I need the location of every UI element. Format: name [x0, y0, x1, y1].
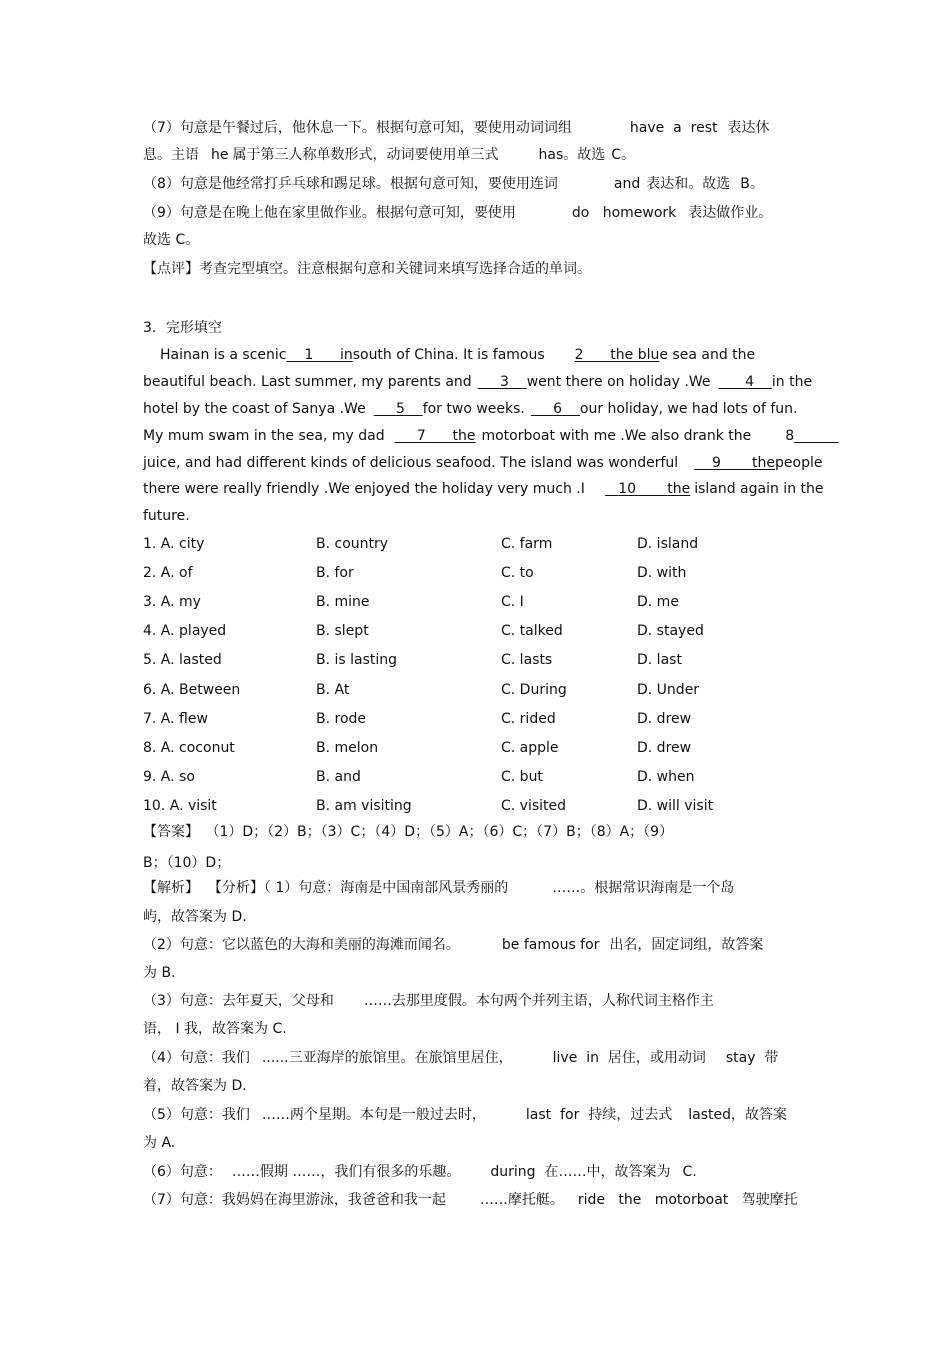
blank-number: 4	[745, 374, 755, 390]
blank-7	[395, 428, 476, 444]
text: ......三亚海岸的旅馆里。在旅馆里居住，	[261, 1050, 513, 1066]
option-q1-d: D. island	[637, 536, 699, 552]
analysis-line-6: 语， I 我，故答案为 C.	[143, 1021, 287, 1037]
option-q6-c: C. During	[501, 682, 567, 698]
option-q9-a: 9. A. so	[143, 769, 195, 785]
blank-number: 7	[416, 428, 426, 444]
option-q10-b: B. am visiting	[316, 798, 412, 814]
text: B。	[740, 176, 764, 192]
text: and	[613, 176, 641, 192]
text: the blu	[610, 347, 660, 363]
explain-line-9b: 故选 C。	[143, 232, 200, 248]
text: （2）句意：它以蓝色的大海和美丽的海滩而闻名。	[143, 937, 460, 953]
option-q10-a: 10. A. visit	[143, 798, 217, 814]
blank-number: 5	[395, 401, 405, 417]
blank-8-number: 8	[785, 428, 795, 444]
text: motorboat with me .We also drank the	[481, 428, 752, 444]
text: ……假期 ……，我们有很多的乐趣。	[231, 1164, 461, 1180]
text: have a rest	[629, 120, 718, 136]
text: 属于第三人称单数形式，动词要使用单三式	[232, 147, 499, 163]
option-q8-b: B. melon	[316, 740, 379, 756]
text: ride the motorboat 驾驶摩托	[577, 1192, 798, 1208]
text: ……。根据常识海南是一个岛	[552, 880, 735, 896]
passage-line-3	[143, 400, 797, 418]
section-title: 3．完形填空	[143, 320, 222, 336]
option-q8-d: D. drew	[637, 740, 692, 756]
option-q3-c: C. I	[501, 594, 524, 610]
blank-number: 9	[711, 455, 721, 471]
option-q5-c: C. lasts	[501, 652, 553, 668]
option-q10-d: D. will visit	[637, 798, 714, 814]
answer-line-2: B；（10）D；	[143, 855, 231, 871]
text: our holiday, we had lots of fun.	[579, 401, 798, 417]
option-q10-c: C. visited	[501, 798, 567, 814]
text: live in 居住，或用动词	[552, 1050, 706, 1066]
blank-6	[531, 401, 580, 417]
passage-line-6	[143, 480, 824, 498]
passage-line-2	[143, 373, 812, 391]
option-q1-b: B. country	[316, 536, 389, 552]
text: （6）句意：	[143, 1164, 222, 1180]
text: （7）句意是午餐过后，他休息一下。根据句意可知，要使用动词词组	[143, 120, 572, 136]
analysis-line-9	[143, 1106, 787, 1124]
text: do homework	[571, 205, 677, 221]
text: there were really friendly .We enjoyed the holiday very much .I	[143, 481, 585, 497]
blank-number: 2	[574, 347, 584, 363]
text: （9）句意是在晚上他在家里做作业。根据句意可知，要使用	[143, 205, 516, 221]
text: My mum swam in the sea, my dad	[143, 428, 385, 444]
answer-line-1: 【答案】 （1）D；（2）B；（3）C；（4）D；（5）A；（6）C；（7）B；（8）A；（9）	[143, 824, 674, 840]
passage-line-4	[143, 427, 839, 445]
option-q6-d: D. Under	[637, 682, 700, 698]
option-q7-c: C. rided	[501, 711, 556, 727]
option-q8-a: 8. A. coconut	[143, 740, 235, 756]
text: he	[211, 147, 229, 163]
option-q3-d: D. me	[637, 594, 679, 610]
text: e sea and the	[659, 347, 756, 363]
option-q3-b: B. mine	[316, 594, 370, 610]
blank-number: 1	[304, 347, 314, 363]
text: 【解析】 【分析】（ 1）句意：海南是中国南部风景秀丽的	[143, 880, 509, 896]
analysis-line-8: 着，故答案为 D.	[143, 1078, 247, 1094]
passage-line-5	[143, 454, 822, 472]
explain-line-8	[143, 175, 764, 193]
text: ……两个星期。本句是一般过去时，	[261, 1107, 486, 1123]
option-q3-a: 3. A. my	[143, 594, 201, 610]
blank-number: 10	[618, 481, 637, 497]
blank-9	[694, 455, 775, 471]
text: for two weeks.	[422, 401, 525, 417]
option-q5-b: B. is lasting	[316, 652, 398, 668]
text: beautiful beach. Last summer, my parents and	[143, 374, 472, 390]
text: last for 持续，过去式	[525, 1107, 673, 1123]
text: the	[667, 481, 691, 497]
analysis-line-7	[143, 1049, 778, 1067]
blank-8	[794, 428, 839, 444]
text: （3）句意：去年夏天，父母和	[143, 993, 334, 1009]
analysis-line-3	[143, 936, 763, 954]
option-q2-c: C. to	[501, 565, 534, 581]
option-q5-d: D. last	[637, 652, 682, 668]
text: （4）句意：我们	[143, 1050, 250, 1066]
blank-3	[478, 374, 527, 390]
text: ……去那里度假。本句两个并列主语，人称代词主格作主	[363, 993, 714, 1009]
text: C。	[611, 147, 636, 163]
option-q9-c: C. but	[501, 769, 543, 785]
option-q4-b: B. slept	[316, 623, 369, 639]
option-q6-a: 6. A. Between	[143, 682, 241, 698]
option-q5-a: 5. A. lasted	[143, 652, 222, 668]
option-q7-d: D. drew	[637, 711, 692, 727]
option-q6-b: B. At	[316, 682, 350, 698]
option-q1-a: 1. A. city	[143, 536, 205, 552]
text: （5）句意：我们	[143, 1107, 250, 1123]
option-q7-b: B. rode	[316, 711, 367, 727]
text: 表达做作业。	[688, 205, 773, 221]
option-q9-d: D. when	[637, 769, 695, 785]
analysis-line-11	[143, 1163, 697, 1181]
explain-line-7	[143, 119, 769, 137]
text: island again in the	[694, 481, 824, 497]
text: during 在……中，故答案为	[490, 1164, 671, 1180]
text: people	[775, 455, 823, 471]
blank-5	[374, 401, 423, 417]
text: 表达和。故选	[646, 176, 731, 192]
option-q7-a: 7. A. flew	[143, 711, 208, 727]
blank-1	[287, 347, 353, 363]
blank-number: 3	[499, 374, 509, 390]
text: （8）句意是他经常打乒乓球和踢足球。根据句意可知，要使用连词	[143, 176, 558, 192]
text: be famous for	[501, 937, 600, 953]
option-q4-d: D. stayed	[637, 623, 704, 639]
explain-line-7b	[143, 146, 635, 164]
comment: 【点评】考查完型填空。注意根据句意和关键词来填写选择合适的单词。	[143, 261, 591, 277]
text: went there on holiday .We	[526, 374, 711, 390]
text: south of China. It is famous	[352, 347, 545, 363]
text: C.	[682, 1164, 697, 1180]
analysis-line-2: 屿，故答案为 D.	[143, 909, 247, 925]
text: 出名，固定词组，故答案	[609, 937, 764, 953]
text: in	[339, 347, 353, 363]
analysis-line-12	[143, 1191, 798, 1209]
analysis-line-4: 为 B.	[143, 965, 176, 981]
text: hotel by the coast of Sanya .We	[143, 401, 366, 417]
analysis-line-10: 为 A.	[143, 1135, 176, 1151]
passage-line-7: future.	[143, 508, 190, 524]
option-q4-c: C. talked	[501, 623, 563, 639]
text: 表达休	[727, 120, 770, 136]
analysis-line-1	[143, 879, 734, 897]
text: ……摩托艇。	[479, 1192, 564, 1208]
text: stay 带	[725, 1050, 779, 1066]
blank-4	[718, 374, 771, 390]
text: in the	[771, 374, 813, 390]
text: （7）句意：我妈妈在海里游泳，我爸爸和我一起	[143, 1192, 446, 1208]
option-q2-a: 2. A. of	[143, 565, 193, 581]
text: the	[452, 428, 476, 444]
option-q2-d: D. with	[637, 565, 687, 581]
blank-number: 6	[553, 401, 563, 417]
blank-10	[605, 481, 690, 497]
text: Hainan is a scenic	[160, 347, 287, 363]
text: has。故选	[538, 147, 606, 163]
text: lasted，故答案	[688, 1107, 787, 1123]
blank-2	[575, 347, 660, 363]
text: juice, and had different kinds of delicious seafood. The island was wonderful	[143, 455, 679, 471]
option-q8-c: C. apple	[501, 740, 559, 756]
text: the	[752, 455, 776, 471]
option-q4-a: 4. A. played	[143, 623, 227, 639]
option-q2-b: B. for	[316, 565, 354, 581]
option-q1-c: C. farm	[501, 536, 553, 552]
option-q9-b: B. and	[316, 769, 361, 785]
passage-line-1	[160, 346, 755, 364]
text: 息。主语	[143, 147, 199, 163]
analysis-line-5	[143, 992, 714, 1010]
explain-line-9	[143, 204, 772, 222]
